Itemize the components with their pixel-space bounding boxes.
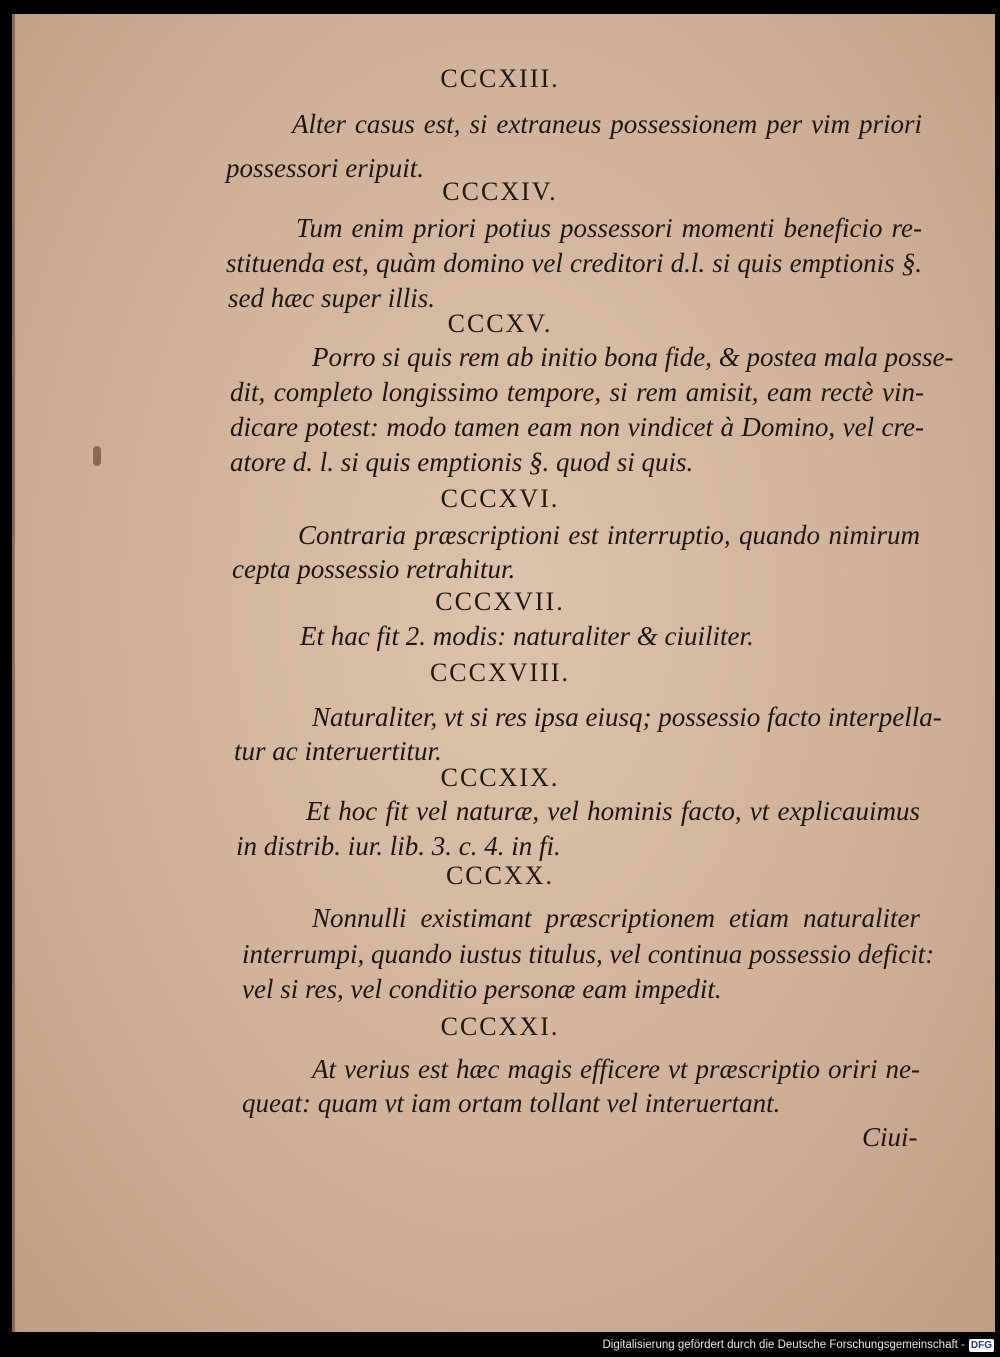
section-number: CCCXVI. xyxy=(440,484,560,513)
catchword: Ciui- xyxy=(862,1122,918,1152)
text-line: Porro si quis rem ab initio bona fide, & postea mala posse- xyxy=(312,342,954,372)
text-line: sed hæc super illis. xyxy=(228,283,435,313)
text-line: dit, completo longissimo tempore, si rem amisit, eam rectè vin- xyxy=(230,377,924,407)
text-line: Tum enim priori potius possessori momenti beneficio re- xyxy=(296,213,922,243)
section-number: CCCXX. xyxy=(445,861,555,890)
text-line: dicare potest: modo tamen eam non vindicet à Domino, vel cre- xyxy=(230,412,924,442)
text-line: tur ac interuertitur. xyxy=(234,736,442,766)
text-line: queat: quam vt iam ortam tollant vel interuertant. xyxy=(242,1088,781,1118)
section-number: CCCXXI. xyxy=(440,1012,560,1041)
text-line: cepta possessio retrahitur. xyxy=(232,554,516,584)
text-line: interrumpi, quando iustus titulus, vel continua possessio deficit: xyxy=(242,939,935,969)
section-number: CCCXVIII. xyxy=(429,658,571,687)
text-line: Alter casus est, si extraneus possessionem per vim priori xyxy=(292,109,922,139)
section-number: CCCXIV. xyxy=(442,177,558,206)
section-number: CCCXV. xyxy=(447,309,553,338)
text-line: Et hac fit 2. modis: naturaliter & ciuiliter. xyxy=(300,621,754,651)
section-number: CCCXVII. xyxy=(435,587,565,616)
text-line: stituenda est, quàm domino vel creditori d.l. si quis emptionis §. xyxy=(226,248,922,278)
text-line: in distrib. iur. lib. 3. c. 4. in fi. xyxy=(236,831,561,861)
text-line: possessori eripuit. xyxy=(226,153,425,183)
text-line: At verius est hæc magis efficere vt præscriptio oriri ne- xyxy=(312,1054,920,1084)
section-number: CCCXIX. xyxy=(440,763,560,792)
text-line: Nonnulli existimant præscriptionem etiam naturaliter xyxy=(312,903,920,933)
footer-text: Digitalisierung gefördert durch die Deutsche Forschungsgemeinschaft - xyxy=(602,1339,965,1351)
text-line: Et hoc fit vel naturæ, vel hominis facto, vt explicauimus xyxy=(306,796,920,826)
dfg-logo: DFG xyxy=(970,1339,992,1351)
text-line: Contraria præscriptioni est interruptio, quando nimirum xyxy=(298,520,920,550)
text-line: Naturaliter, vt si res ipsa eiusq; possessio facto interpella- xyxy=(312,702,942,732)
text-line: vel si res, vel conditio personæ eam impedit. xyxy=(242,974,722,1004)
text-line: atore d. l. si quis emptionis §. quod si quis. xyxy=(230,447,694,477)
section-number: CCCXIII. xyxy=(440,64,560,93)
digitization-footer xyxy=(602,1337,994,1353)
page-stain xyxy=(93,446,101,466)
